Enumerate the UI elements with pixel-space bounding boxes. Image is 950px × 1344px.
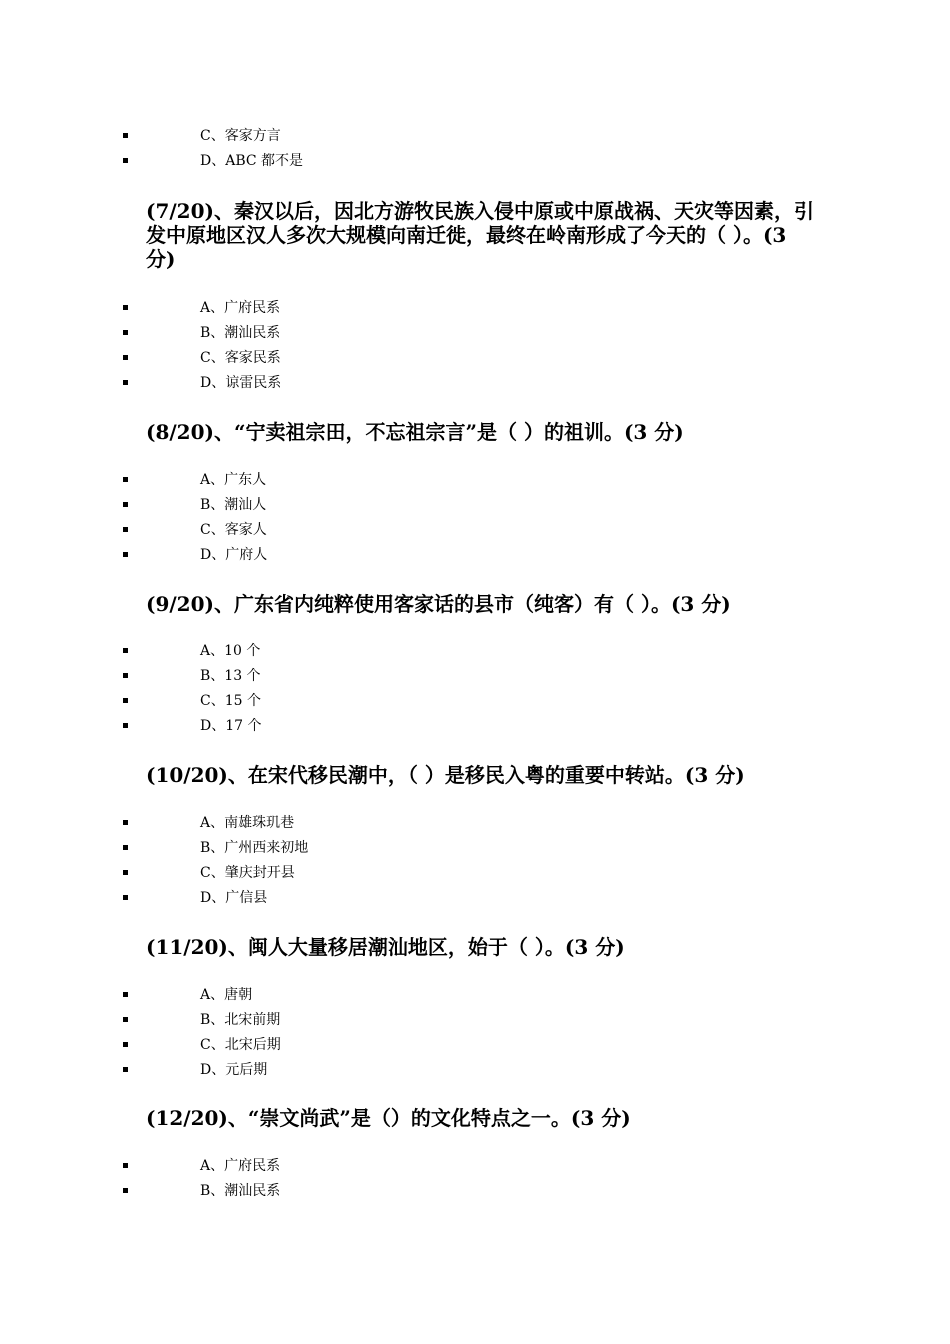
- question-7: (7/20)、秦汉以后，因北方游牧民族入侵中原或中原战祸、天灾等因素，引发中原地区汉人多次大规模向南迁徙，最终在岭南形成了今天的（ ）。(3 分): [146, 199, 814, 271]
- option-item: [0, 520, 600, 540]
- bullet-icon: [123, 820, 128, 825]
- option-label: C、客家民系: [200, 350, 281, 366]
- option-label: B、潮汕民系: [200, 325, 281, 341]
- option-item: [0, 1156, 600, 1176]
- bullet-icon: [123, 1017, 128, 1022]
- bullet-icon: [123, 133, 128, 138]
- bullet-icon: [123, 305, 128, 310]
- question-12: (12/20)、“崇文尚武”是（）的文化特点之一。(3 分): [146, 1106, 631, 1130]
- option-item: [0, 545, 600, 565]
- option-label: D、广府人: [200, 547, 268, 563]
- bullet-icon: [123, 1067, 128, 1072]
- question-11: (11/20)、闽人大量移居潮汕地区，始于（ ）。(3 分): [146, 935, 625, 959]
- option-label: D、元后期: [200, 1062, 268, 1078]
- option-item: [0, 691, 600, 711]
- option-item: [0, 1035, 600, 1055]
- option-label: C、15 个: [200, 693, 261, 709]
- option-item: [0, 888, 600, 908]
- option-item: [0, 716, 600, 736]
- option-label: D、ABC 都不是: [200, 153, 304, 169]
- option-item: [0, 373, 600, 393]
- option-label: B、潮汕人: [200, 497, 267, 513]
- question-10: (10/20)、在宋代移民潮中，（ ）是移民入粤的重要中转站。(3 分): [146, 763, 745, 787]
- bullet-icon: [123, 502, 128, 507]
- bullet-icon: [123, 158, 128, 163]
- option-label: C、客家人: [200, 522, 267, 538]
- bullet-icon: [123, 698, 128, 703]
- option-label: D、17 个: [200, 718, 262, 734]
- question-9: (9/20)、广东省内纯粹使用客家话的县市（纯客）有（ ）。(3 分): [146, 592, 731, 616]
- option-label: C、北宋后期: [200, 1037, 281, 1053]
- option-label: B、广州西来初地: [200, 840, 309, 856]
- bullet-icon: [123, 527, 128, 532]
- option-item: [0, 1060, 600, 1080]
- bullet-icon: [123, 355, 128, 360]
- option-label: A、南雄珠玑巷: [200, 815, 295, 831]
- option-label: D、广信县: [200, 890, 268, 906]
- bullet-icon: [123, 380, 128, 385]
- bullet-icon: [123, 1163, 128, 1168]
- bullet-icon: [123, 992, 128, 997]
- option-item: [0, 298, 600, 318]
- option-label: A、10 个: [200, 643, 261, 659]
- option-item: [0, 126, 600, 146]
- bullet-icon: [123, 330, 128, 335]
- option-label: B、13 个: [200, 668, 261, 684]
- option-item: [0, 813, 600, 833]
- bullet-icon: [123, 552, 128, 557]
- option-item: [0, 470, 600, 490]
- question-8: (8/20)、“宁卖祖宗田，不忘祖宗言”是（ ）的祖训。(3 分): [146, 420, 684, 444]
- bullet-icon: [123, 1042, 128, 1047]
- option-item: [0, 323, 600, 343]
- option-item: [0, 641, 600, 661]
- option-item: [0, 863, 600, 883]
- option-label: A、广府民系: [200, 300, 281, 316]
- bullet-icon: [123, 845, 128, 850]
- bullet-icon: [123, 1188, 128, 1193]
- bullet-icon: [123, 648, 128, 653]
- bullet-icon: [123, 895, 128, 900]
- option-item: [0, 1010, 600, 1030]
- option-label: A、唐朝: [200, 987, 253, 1003]
- option-item: [0, 348, 600, 368]
- option-item: [0, 151, 600, 171]
- option-label: A、广东人: [200, 472, 267, 488]
- option-item: [0, 666, 600, 686]
- option-label: D、谅雷民系: [200, 375, 282, 391]
- option-label: C、肇庆封开县: [200, 865, 295, 881]
- bullet-icon: [123, 673, 128, 678]
- option-item: [0, 1181, 600, 1201]
- bullet-icon: [123, 723, 128, 728]
- option-item: [0, 985, 600, 1005]
- option-label: A、广府民系: [200, 1158, 281, 1174]
- option-label: C、客家方言: [200, 128, 281, 144]
- option-item: [0, 495, 600, 515]
- option-item: [0, 838, 600, 858]
- bullet-icon: [123, 477, 128, 482]
- option-label: B、北宋前期: [200, 1012, 281, 1028]
- bullet-icon: [123, 870, 128, 875]
- option-label: B、潮汕民系: [200, 1183, 281, 1199]
